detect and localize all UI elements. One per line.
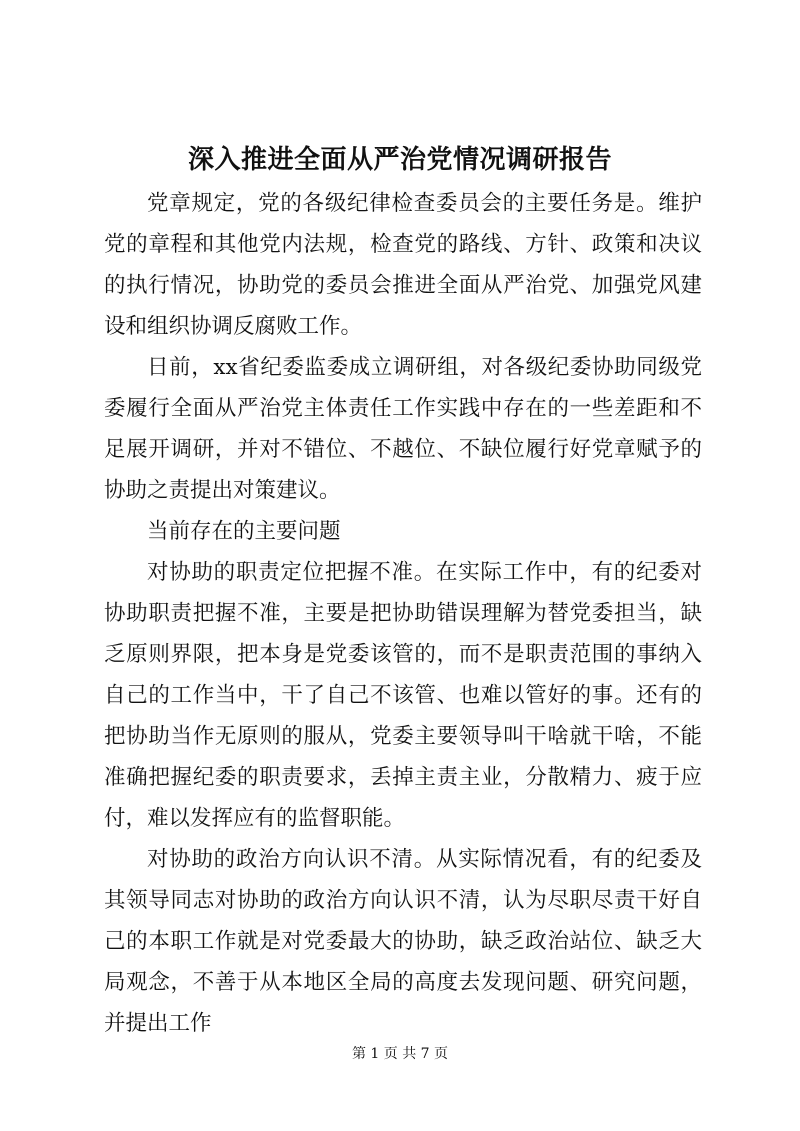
document-title: 深入推进全面从严治党情况调研报告	[187, 145, 612, 175]
paragraph-party-constitution: 党章规定，党的各级纪律检查委员会的主要任务是。维护党的章程和其他党内法规，检查党的路线、方针、政策和决议的执行情况，协助党的委员会推进全面从严治党、加强党风建设和组织协调反腐败工作。	[104, 191, 702, 339]
paragraph-political-direction: 对协助的政治方向认识不清。从实际情况看，有的纪委及其领导同志对协助的政治方向认识不清，认为尽职尽责干好自己的本职工作就是对党委最大的协助，缺乏政治站位、缺乏大局观念，不善于从本地区全局的高度去发现问题、研究问题，并提出工作	[104, 847, 702, 1036]
paragraph-research-group: 日前，xx省纪委监委成立调研组，对各级纪委协助同级党委履行全面从严治党主体责任工作实践中存在的一些差距和不足展开调研，并对不错位、不越位、不缺位履行好党章赋予的协助之责提出对策建议。	[104, 355, 702, 503]
document-body	[104, 183, 702, 1044]
paragraph-duty-positioning: 对协助的职责定位把握不准。在实际工作中，有的纪委对协助职责把握不准，主要是把协助错误理解为替党委担当，缺乏原则界限，把本身是党委该管的，而不是职责范围的事纳入自己的工作当中，干了自己不该管、也难以管好的事。还有的把协助当作无原则的服从，党委主要领导叫干啥就干啥，不能准确把握纪委的职责要求，丢掉主责主业，分散精力、疲于应付，难以发挥应有的监督职能。	[104, 560, 702, 831]
section-heading-main-problems: 当前存在的主要问题	[147, 519, 341, 544]
page-number-footer: 第 1 页 共 7 页	[351, 1046, 449, 1062]
